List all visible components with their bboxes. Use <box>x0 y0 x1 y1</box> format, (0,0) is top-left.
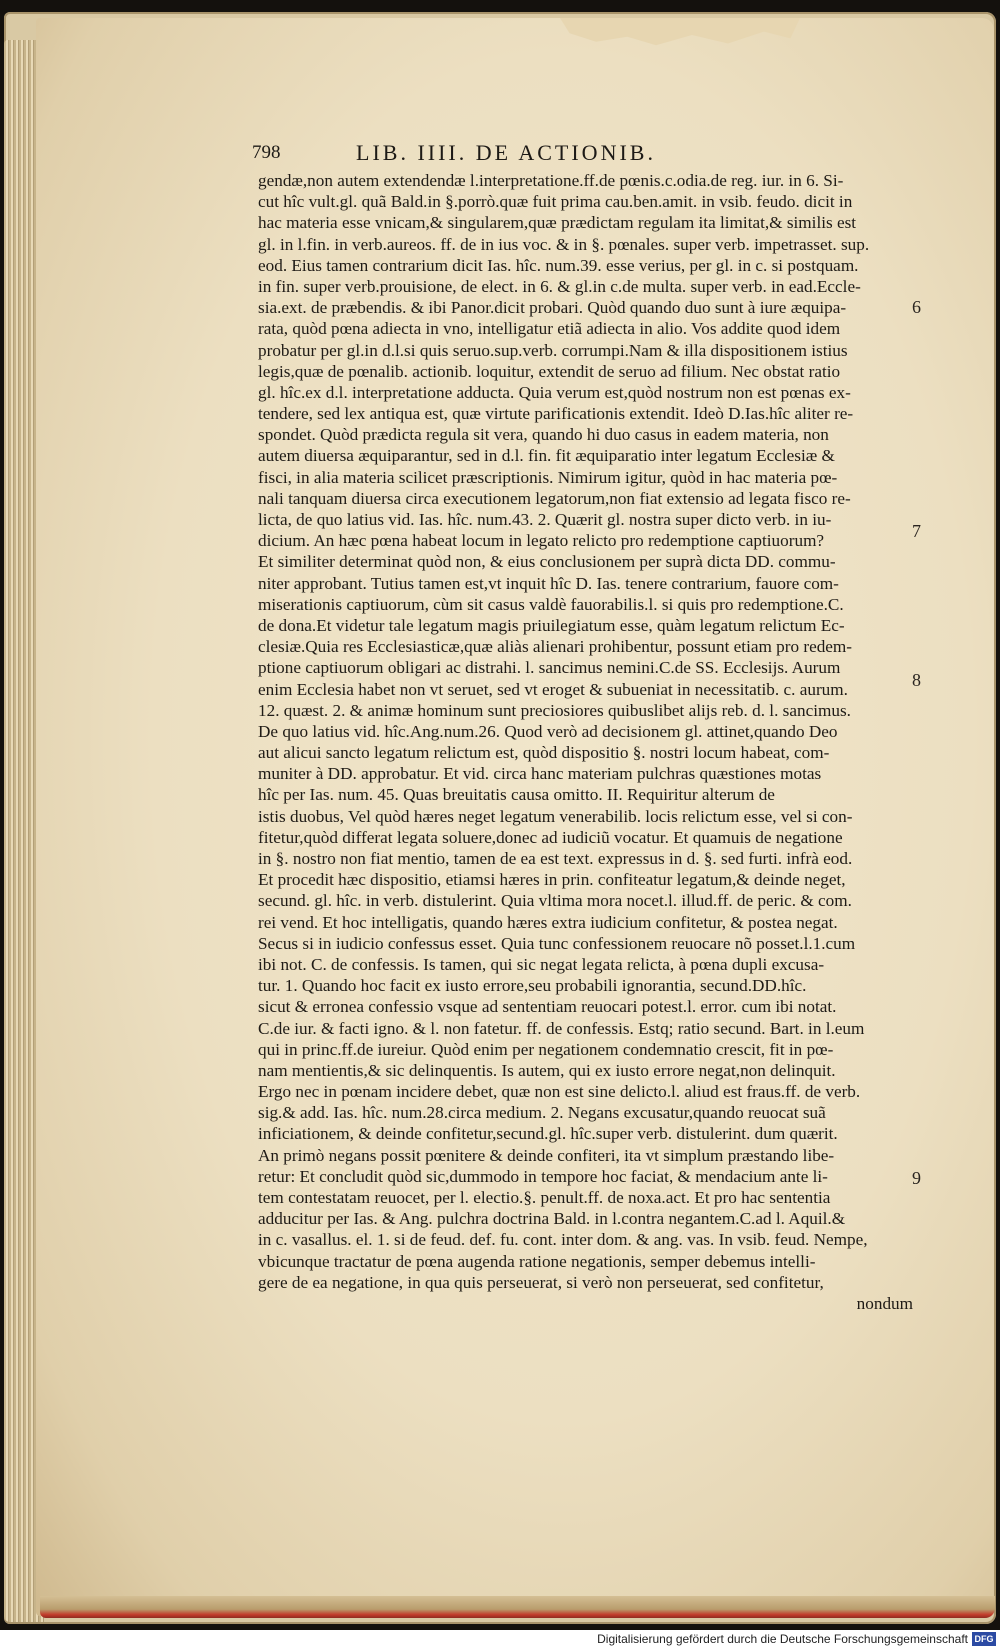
book-bottom-edge <box>40 1596 995 1618</box>
text-line: hîc per Ias. num. 45. Quas breuitatis causa omitto. II. Requiritur alterum de <box>258 785 775 805</box>
text-line: rata, quòd pœna adiecta in vno, intelligatur etiã adiecta in alio. Vos addite quod idem <box>258 319 841 339</box>
text-line: in §. nostro non fiat mentio, tamen de ea est text. expressus in d. §. sed furti. infrà eod. <box>258 849 853 868</box>
running-title: LIB. IIII. DE ACTIONIB. <box>356 140 656 165</box>
text-line: De quo latius vid. hîc.Ang.num.26. Quod verò ad decisionem gl. attinet,quando Deo <box>258 721 838 741</box>
text-line: gl. in l.fin. in verb.aureos. ff. de in ius voc. & in §. pœnales. super verb. impetrasset. sup. <box>258 234 870 254</box>
text-line: enim Ecclesia habet non vt seruet, sed vt eroget & subueniat in necessitatib. c. aurum. <box>258 679 848 699</box>
text-line: niter approbant. Tutius tamen est,vt inquit hîc D. Ias. tenere contrarium, fauore com- <box>258 573 839 593</box>
text-line: inficiationem, & deinde confitetur,secund.gl. hîc.super verb. distulerint. dum quærit. <box>258 1124 838 1144</box>
text-line: probatur per gl.in d.l.si quis seruo.sup.verb. corrumpi.Nam & illa dispositionem istius <box>258 340 848 360</box>
text-line: vbicunque tractatur de pœna augenda ratione negationis, semper debemus intelli- <box>258 1251 816 1271</box>
text-line: sig.& add. Ias. hîc. num.28.circa medium. 2. Negans excusatur,quando reuocat suã <box>258 1103 826 1123</box>
text-line: eod. Eius tamen contrarium dicit Ias. hîc. num.39. esse verius, per gl. in c. si postquam. <box>258 255 859 275</box>
text-line: gendæ,non autem extendendæ l.interpretatione.ff.de pœnis.c.odia.de reg. iur. in 6. Si- <box>258 171 844 190</box>
text-line: licta, de quo latius vid. Ias. hîc. num.43. 2. Quærit gl. nostra super dicto verb. in iu- <box>258 510 832 529</box>
text-line: secund. gl. hîc. in verb. distulerint. Quia vltima mora nocet.l. illud.ff. de peric. & com. <box>258 891 852 911</box>
text-line: autem diuersa æquiparantur, sed in d.l. fin. fit æquiparatio inter legatum Ecclesiæ & <box>258 446 835 466</box>
text-line: 12. quæst. 2. & animæ hominum sunt preciosiores quibuslibet alijs reb. d. l. sancimus. <box>258 700 851 720</box>
text-line: Ergo nec in pœnam incidere debet, quæ non est sine delicto.l. aliud est fraus.ff. de verb. <box>258 1082 861 1102</box>
text-line: tendere, sed lex antiqua est, quæ virtute parificationis extendit. Ideò D.Ias.hîc aliter re- <box>258 404 854 424</box>
page-number: 798 <box>252 142 281 163</box>
text-line: adducitur per Ias. & Ang. pulchra doctrina Bald. in l.contra negantem.C.ad l. Aquil.& <box>258 1209 846 1229</box>
dfg-logo: DFG <box>972 1632 996 1646</box>
margin-number: 7 <box>912 521 921 541</box>
margin-number: 8 <box>912 670 921 690</box>
margin-number: 6 <box>912 297 921 317</box>
text-line: tem contestatam reuocet, per l. electio.§. penult.ff. de noxa.act. Et pro hac sententia <box>258 1188 831 1207</box>
margin-number: 9 <box>912 1168 921 1188</box>
text-line: dicium. An hæc pœna habeat locum in legato relicto pro redemptione captiuorum? <box>258 531 825 551</box>
text-line: legis,quæ de pœnalib. actionib. loquitur, extendit de seruo ad filium. Nec obstat ratio <box>258 361 841 381</box>
text-line: C.de iur. & facti igno. & l. non fatetur. ff. de confessis. Estq; ratio secund. Bart. in l.eum <box>258 1018 865 1038</box>
text-line: de dona.Et videtur tale legatum magis priuilegiatum esse, quàm legatum relictum Ec- <box>258 615 845 635</box>
text-line: miserationis captiuorum, cùm sit casus valdè fauorabilis.l. si quis pro redemptione.C. <box>258 594 844 614</box>
text-line: qui in princ.ff.de iureiur. Quòd enim per negationem condemnatio crescit, fit in pœ- <box>258 1039 834 1059</box>
text-line: hac materia esse vnicam,& singularem,quæ prædictam regulam ita limitat,& similis est <box>258 213 857 233</box>
text-line: tur. 1. Quando hoc facit ex iusto errore,seu probabili ignorantia, secund.DD.hîc. <box>258 976 807 996</box>
funding-credit: Digitalisierung gefördert durch die Deutsche Forschungsgemeinschaft <box>597 1632 968 1646</box>
text-line: Et procedit hæc dispositio, etiamsi hæres in prin. confiteatur legatum,& deinde neget, <box>258 870 846 890</box>
page-header <box>252 142 902 170</box>
text-line: sia.ext. de præbendis. & ibi Panor.dicit probari. Quòd quando duo sunt à iure æquipa- <box>258 298 847 318</box>
text-line: gl. hîc.ex d.l. interpretatione adducta. Quia verum est,quòd nostrum non est pœnas ex- <box>258 382 851 402</box>
text-line: fitetur,quòd differat legata soluere,donec ad iudiciũ vocatur. Et quamuis de negatione <box>258 827 843 847</box>
text-line: cut hîc vult.gl. quã Bald.in §.porrò.quæ fuit prima cau.ben.amit. in vsib. feudo. dicit in <box>258 192 853 212</box>
text-line: spondet. Quòd prædicta regula sit vera, quando hi duo casus in eadem materia, non <box>258 425 829 445</box>
text-line: nali tanquam diuersa circa executionem legatorum,non fiat extensio ad legata fisco re- <box>258 488 851 508</box>
text-line: muniter à DD. approbatur. Et vid. circa hanc materiam pulchras quæstiones motas <box>258 764 822 784</box>
text-line: sicut & erronea confessio vsque ad sententiam reuocari potest.l. error. cum ibi notat. <box>258 997 837 1017</box>
text-line: ibi not. C. de confessis. Is tamen, qui sic negat legata relicta, à pœna dupli excusa- <box>258 954 825 974</box>
text-line: Secus si in iudicio confessus esset. Quia tunc confessionem reuocare nõ posset.l.1.cum <box>258 933 856 953</box>
text-line: ptione captiuorum obligari ac distrahi. l. sancimus nemini.C.de SS. Ecclesijs. Aurum <box>258 658 841 678</box>
text-line: Et similiter determinat quòd non, & eius conclusionem per suprà dicta DD. commu- <box>258 552 836 572</box>
text-line: retur: Et concludit quòd sic,dummodo in tempore hoc faciat, & mendacium ante li- <box>258 1166 828 1186</box>
text-line: aut alicui sancto legatum relictum est, quòd dispositio §. nostri locum habeat, com- <box>258 743 830 763</box>
catchword: nondum <box>856 1293 913 1313</box>
text-line: istis duobus, Vel quòd hæres neget legatum venerabilib. locis relictum esse, vel si con- <box>258 806 853 826</box>
text-line: nam mentientis,& sic delinquentis. Is autem, qui ex iusto errore negat,non delinquit. <box>258 1060 836 1080</box>
text-line: An primò negans possit pœnitere & deinde confiteri, ita vt simplum præstando libe- <box>258 1145 835 1165</box>
text-line: clesiæ.Quia res Ecclesiasticæ,quæ aliàs alienari prohibentur, possunt etiam pro redem- <box>258 637 853 657</box>
text-line: rei vend. Et hoc intelligatis, quando hæres extra iudicium confitetur, & postea negat. <box>258 912 838 932</box>
text-line: in c. vasallus. el. 1. si de feud. def. fu. cont. inter dom. & ang. vas. In vsib. feud. Nempe, <box>258 1230 868 1250</box>
text-line: in fin. super verb.prouisione, de elect. in 6. & gl.in c.de multa. super verb. in ead.Eccle- <box>258 276 861 296</box>
text-line: gere de ea negatione, in qua quis perseuerat, si verò non perseuerat, sed confitetur, <box>258 1272 824 1292</box>
body-text <box>258 170 913 1314</box>
text-line: fisci, in alia materia scilicet præscriptionis. Nimirum igitur, quòd in hac materia pœ- <box>258 467 838 487</box>
